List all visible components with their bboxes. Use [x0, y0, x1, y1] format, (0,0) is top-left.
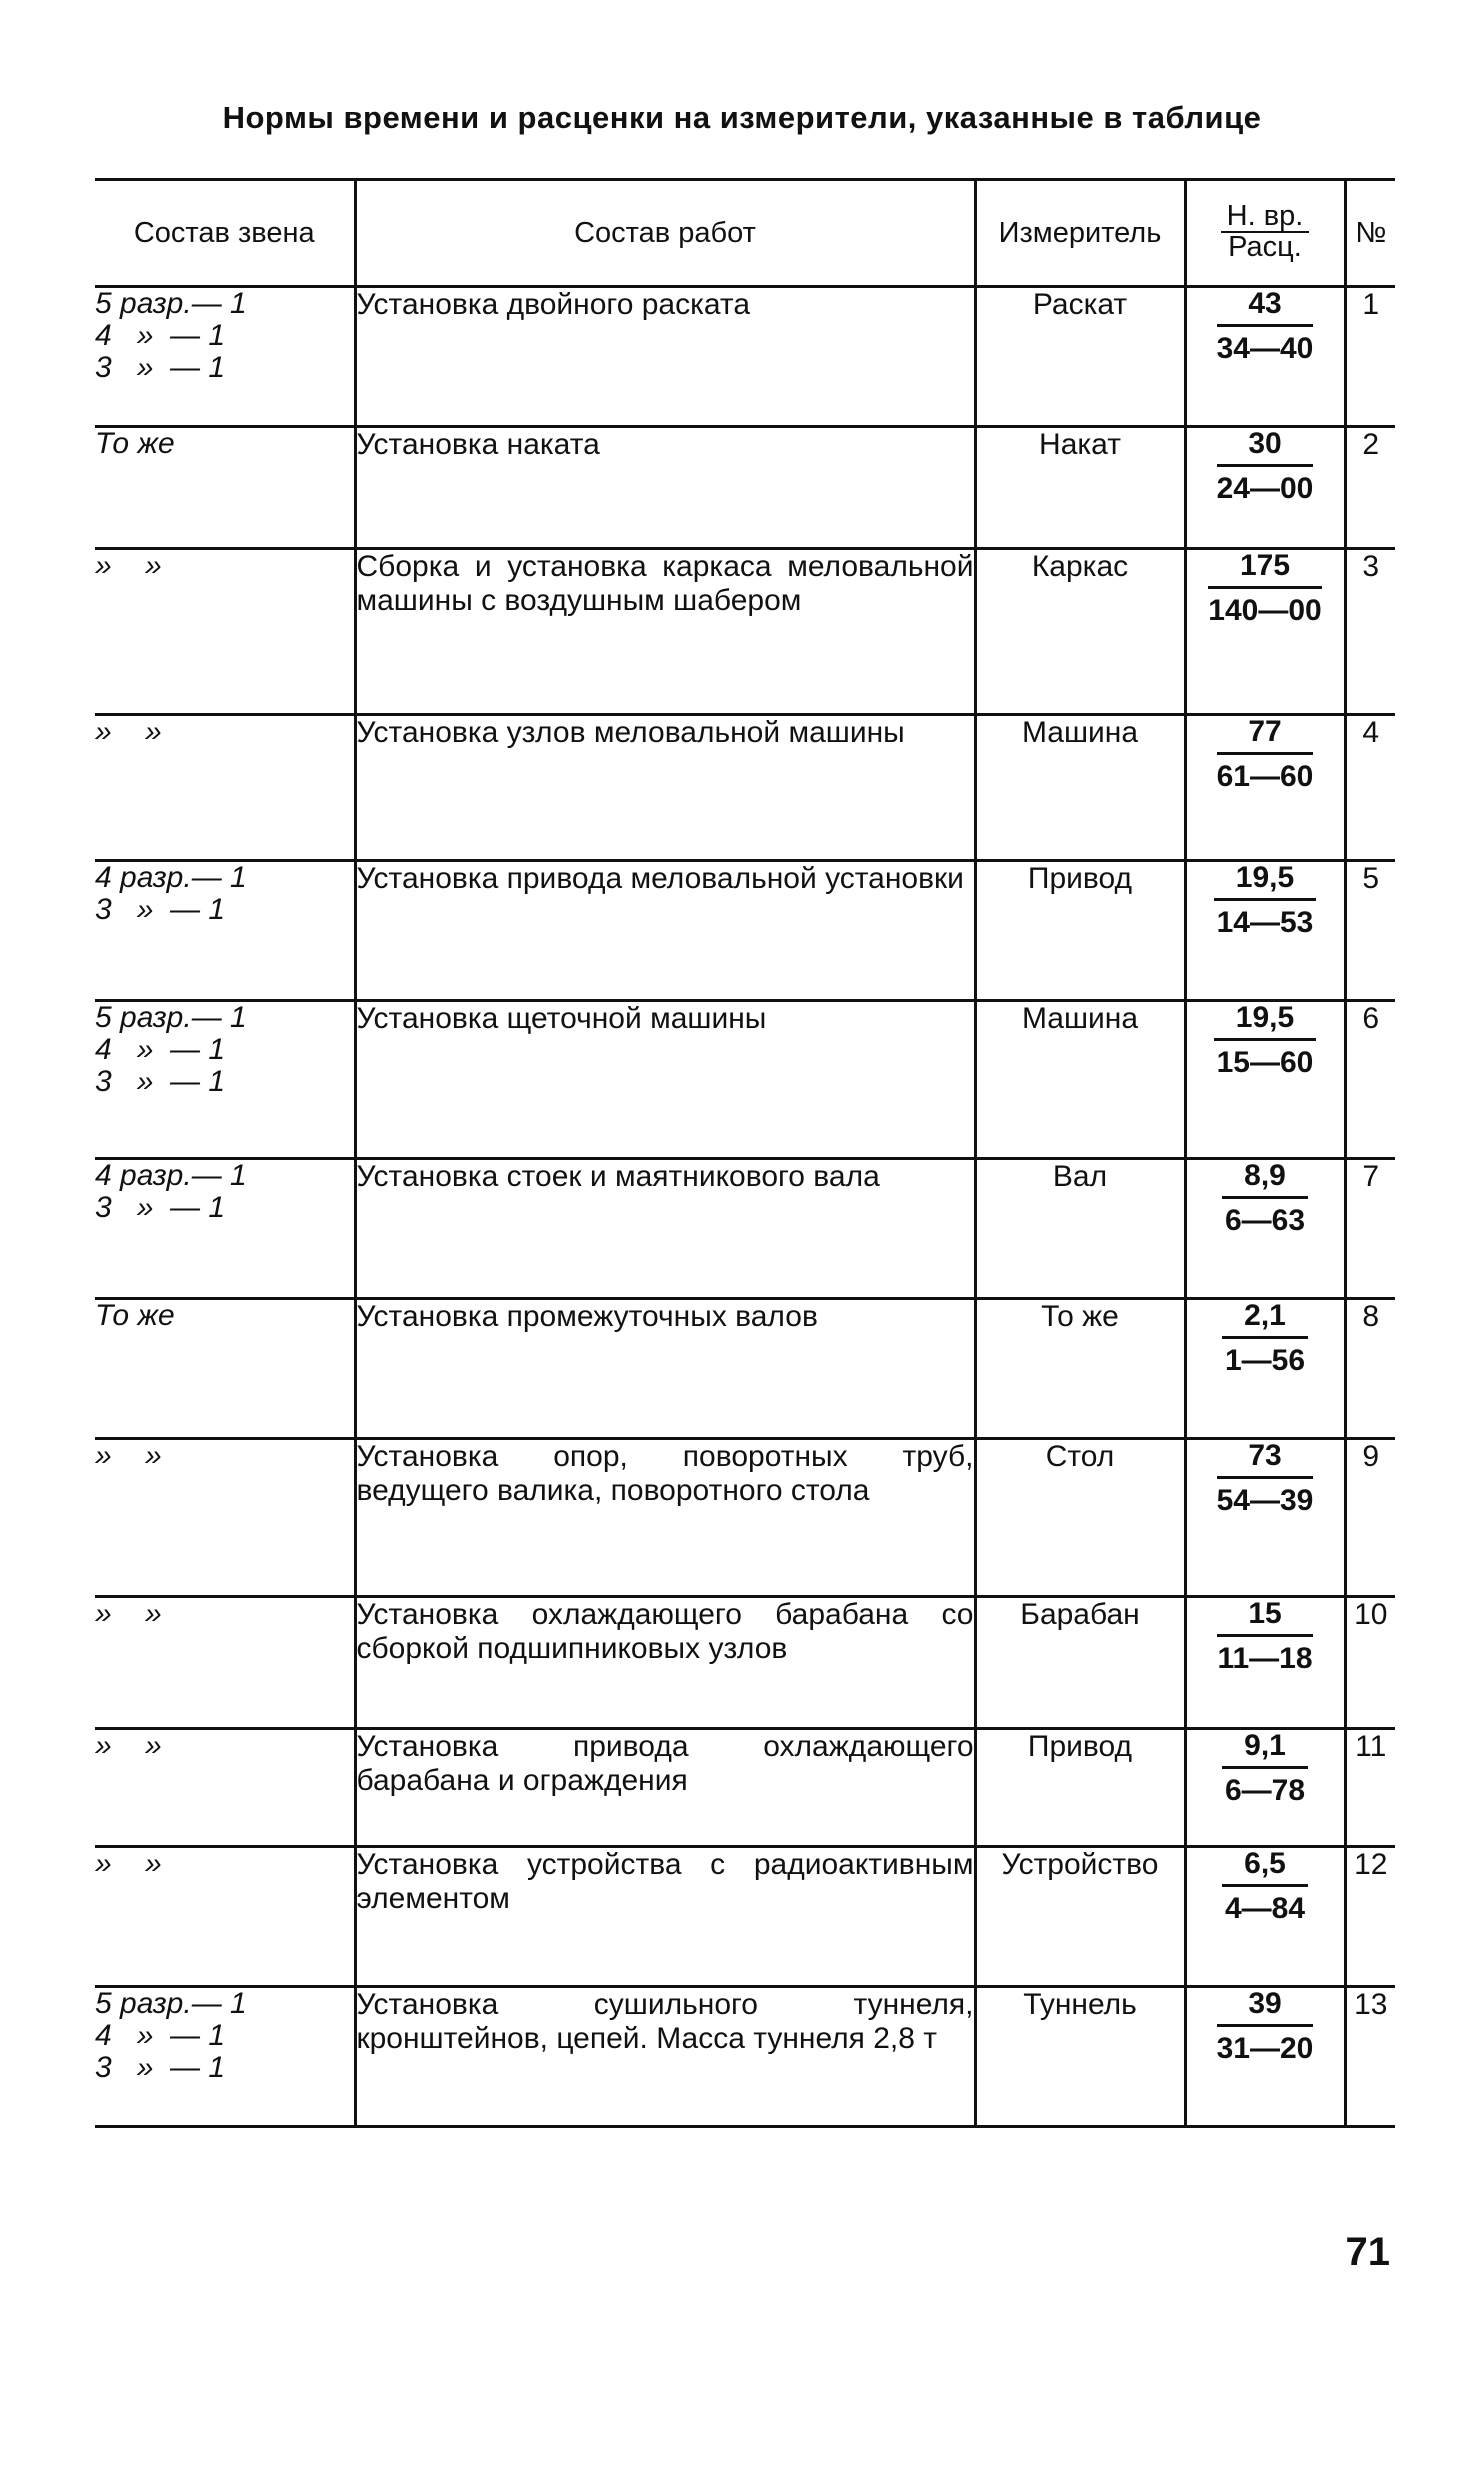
- measure-cell: Привод: [975, 1729, 1185, 1847]
- measure-cell: Раскат: [975, 287, 1185, 427]
- crew-line: То же: [95, 1299, 175, 1332]
- price-value: 54—39: [1216, 1484, 1314, 1517]
- norm-time-value: 39: [1217, 1988, 1314, 2027]
- price-value: 24—00: [1216, 472, 1314, 505]
- table-row: [95, 861, 1395, 1001]
- norm-fraction: [1208, 550, 1321, 627]
- norm-fraction: [1217, 288, 1314, 365]
- work-cell: Установка охлаждающего барабана со сборкой подшипниковых узлов: [355, 1597, 975, 1729]
- header-norm-time: Н. вр.: [1221, 202, 1310, 233]
- work-cell: Установка щеточной машины: [355, 1001, 975, 1159]
- norm-cell: [1185, 1159, 1345, 1299]
- crew-cell: [95, 1159, 355, 1299]
- crew-line: » »: [95, 1847, 162, 1880]
- page-title: Нормы времени и расценки на измерители, указанные в таблице: [222, 100, 1262, 135]
- price-value: 14—53: [1216, 906, 1314, 939]
- crew-cell: [95, 1847, 355, 1987]
- measure-cell: Вал: [975, 1159, 1185, 1299]
- row-number-cell: 13: [1345, 1987, 1395, 2127]
- crew-line: » »: [95, 1729, 162, 1762]
- norm-cell: [1185, 427, 1345, 549]
- price-value: 4—84: [1224, 1892, 1306, 1925]
- measure-cell: Машина: [975, 715, 1185, 861]
- norm-time-value: 30: [1217, 428, 1314, 467]
- crew-line: То же: [95, 427, 175, 460]
- price-value: 11—18: [1217, 1642, 1313, 1675]
- table-row: [95, 1847, 1395, 1987]
- work-cell: Установка привода охлаждающего барабана и ограждения: [355, 1729, 975, 1847]
- norm-time-value: 77: [1217, 716, 1314, 755]
- row-number-cell: 6: [1345, 1001, 1395, 1159]
- crew-line: 3 » — 1: [95, 2051, 226, 2084]
- crew-line: 4 » — 1: [95, 1033, 226, 1066]
- crew-line: 3 » — 1: [95, 1191, 226, 1224]
- header-work: Состав работ: [355, 180, 975, 287]
- crew-cell: [95, 549, 355, 715]
- crew-cell: [95, 1729, 355, 1847]
- price-value: 6—63: [1224, 1204, 1306, 1237]
- norm-time-value: 15: [1217, 1598, 1312, 1637]
- work-cell: Установка узлов меловальной машины: [355, 715, 975, 861]
- row-number-cell: 11: [1345, 1729, 1395, 1847]
- crew-line: » »: [95, 549, 162, 582]
- norm-fraction: [1217, 1598, 1312, 1675]
- price-value: 1—56: [1224, 1344, 1306, 1377]
- table-row: [95, 287, 1395, 427]
- norm-fraction: [1217, 428, 1314, 505]
- norms-table: [95, 178, 1395, 2128]
- crew-cell: [95, 715, 355, 861]
- price-value: 61—60: [1216, 760, 1314, 793]
- norm-fraction: [1217, 1988, 1314, 2065]
- table-row: [95, 1159, 1395, 1299]
- crew-line: » »: [95, 715, 162, 748]
- norm-fraction: [1214, 1002, 1316, 1079]
- crew-line: 3 » — 1: [95, 893, 226, 926]
- norm-time-value: 8,9: [1222, 1160, 1308, 1199]
- norm-cell: [1185, 861, 1345, 1001]
- table-row: [95, 1299, 1395, 1439]
- header-crew: Состав звена: [95, 180, 355, 287]
- page-number: 71: [1345, 2230, 1390, 2274]
- work-cell: Установка сушильного туннеля, кронштейнов, цепей. Масса туннеля 2,8 т: [355, 1987, 975, 2127]
- row-number-cell: 1: [1345, 287, 1395, 427]
- table-row: [95, 715, 1395, 861]
- measure-cell: Туннель: [975, 1987, 1185, 2127]
- row-number-cell: 4: [1345, 715, 1395, 861]
- row-number-cell: 12: [1345, 1847, 1395, 1987]
- work-cell: Установка устройства с радиоактивным элементом: [355, 1847, 975, 1987]
- price-value: 34—40: [1216, 332, 1314, 365]
- norm-fraction: [1217, 716, 1314, 793]
- measure-cell: То же: [975, 1299, 1185, 1439]
- work-cell: Установка наката: [355, 427, 975, 549]
- header-norm-price: Расц.: [1228, 231, 1302, 263]
- norm-time-value: 43: [1217, 288, 1314, 327]
- crew-line: 4 » — 1: [95, 319, 226, 352]
- table-row: [95, 1987, 1395, 2127]
- norm-cell: [1185, 1847, 1345, 1987]
- table-row: [95, 1439, 1395, 1597]
- row-number-cell: 3: [1345, 549, 1395, 715]
- norm-time-value: 6,5: [1222, 1848, 1308, 1887]
- norm-fraction: [1222, 1160, 1308, 1237]
- crew-cell: [95, 1299, 355, 1439]
- work-cell: Установка двойного раската: [355, 287, 975, 427]
- row-number-cell: 2: [1345, 427, 1395, 549]
- table-row: [95, 549, 1395, 715]
- norm-cell: [1185, 1729, 1345, 1847]
- measure-cell: Накат: [975, 427, 1185, 549]
- norm-fraction: [1222, 1848, 1308, 1925]
- norm-fraction: [1222, 1730, 1308, 1807]
- norm-cell: [1185, 1001, 1345, 1159]
- header-number: №: [1345, 180, 1395, 287]
- crew-line: 3 » — 1: [95, 1065, 226, 1098]
- table-header-row: [95, 180, 1395, 287]
- row-number-cell: 10: [1345, 1597, 1395, 1729]
- crew-line: » »: [95, 1597, 162, 1630]
- norm-cell: [1185, 1597, 1345, 1729]
- row-number-cell: 8: [1345, 1299, 1395, 1439]
- header-norm-fraction: [1221, 202, 1310, 261]
- measure-cell: Машина: [975, 1001, 1185, 1159]
- crew-line: 4 разр.— 1: [95, 861, 247, 894]
- work-cell: Сборка и установка каркаса меловальной машины с воздушным шабером: [355, 549, 975, 715]
- crew-cell: [95, 1001, 355, 1159]
- norm-time-value: 2,1: [1222, 1300, 1308, 1339]
- crew-line: 5 разр.— 1: [95, 1987, 247, 2020]
- measure-cell: Стол: [975, 1439, 1185, 1597]
- crew-cell: [95, 1439, 355, 1597]
- table-row: [95, 1729, 1395, 1847]
- norm-fraction: [1222, 1300, 1308, 1377]
- measure-cell: Барабан: [975, 1597, 1185, 1729]
- crew-cell: [95, 1597, 355, 1729]
- crew-cell: [95, 287, 355, 427]
- row-number-cell: 7: [1345, 1159, 1395, 1299]
- price-value: 6—78: [1224, 1774, 1306, 1807]
- norm-cell: [1185, 549, 1345, 715]
- price-value: 140—00: [1208, 594, 1322, 627]
- row-number-cell: 5: [1345, 861, 1395, 1001]
- crew-line: 4 разр.— 1: [95, 1159, 247, 1192]
- table-row: [95, 427, 1395, 549]
- norm-cell: [1185, 1299, 1345, 1439]
- crew-line: 3 » — 1: [95, 351, 226, 384]
- crew-line: 4 » — 1: [95, 2019, 226, 2052]
- header-norm: [1185, 180, 1345, 287]
- row-number-cell: 9: [1345, 1439, 1395, 1597]
- price-value: 31—20: [1216, 2032, 1314, 2065]
- crew-cell: [95, 1987, 355, 2127]
- norm-cell: [1185, 1439, 1345, 1597]
- table-row: [95, 1597, 1395, 1729]
- norm-time-value: 73: [1217, 1440, 1314, 1479]
- crew-cell: [95, 861, 355, 1001]
- table-body: [95, 287, 1395, 2127]
- crew-line: » »: [95, 1439, 162, 1472]
- work-cell: Установка стоек и маятникового вала: [355, 1159, 975, 1299]
- crew-cell: [95, 427, 355, 549]
- table-row: [95, 1001, 1395, 1159]
- measure-cell: Устройство: [975, 1847, 1185, 1987]
- norm-time-value: 175: [1208, 550, 1321, 589]
- norm-time-value: 9,1: [1222, 1730, 1308, 1769]
- norm-time-value: 19,5: [1214, 862, 1316, 901]
- measure-cell: Каркас: [975, 549, 1185, 715]
- measure-cell: Привод: [975, 861, 1185, 1001]
- price-value: 15—60: [1216, 1046, 1314, 1079]
- norm-cell: [1185, 1987, 1345, 2127]
- work-cell: Установка привода меловальной установки: [355, 861, 975, 1001]
- norm-cell: [1185, 715, 1345, 861]
- work-cell: Установка промежуточных валов: [355, 1299, 975, 1439]
- norm-fraction: [1214, 862, 1316, 939]
- crew-line: 5 разр.— 1: [95, 287, 247, 320]
- norm-time-value: 19,5: [1214, 1002, 1316, 1041]
- header-measure: Измеритель: [975, 180, 1185, 287]
- crew-line: 5 разр.— 1: [95, 1001, 247, 1034]
- norm-cell: [1185, 287, 1345, 427]
- norm-fraction: [1217, 1440, 1314, 1517]
- work-cell: Установка опор, поворотных труб, ведущего валика, поворотного стола: [355, 1439, 975, 1597]
